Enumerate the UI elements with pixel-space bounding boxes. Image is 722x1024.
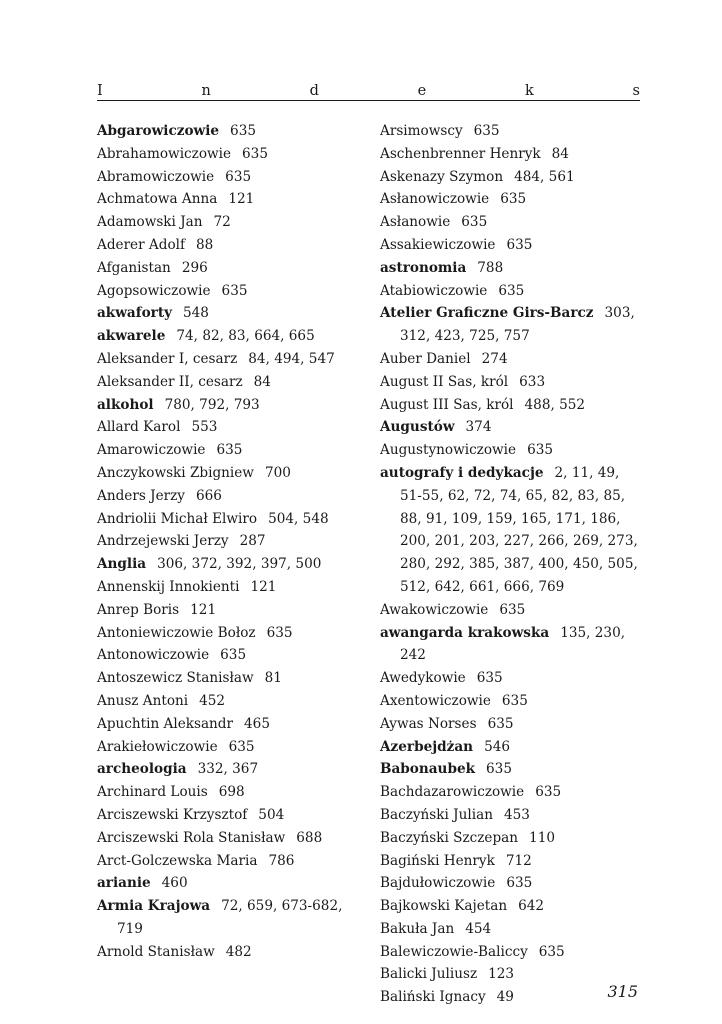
index-term: Aywas Norses	[380, 715, 477, 732]
index-term: Andriolii Michał Elwiro	[97, 510, 258, 527]
index-term: Antoszewicz Stanisław	[97, 670, 254, 687]
index-pages: 452	[199, 692, 226, 709]
index-pages: 635	[225, 168, 252, 185]
index-term: Anglia	[97, 556, 147, 573]
index-pages: 635	[506, 236, 533, 253]
index-entry	[97, 736, 365, 759]
index-entry	[97, 348, 365, 371]
index-pages: 454	[465, 920, 492, 937]
index-pages: 635	[220, 647, 247, 664]
index-term: Balicki Juliusz	[380, 966, 478, 983]
index-pages: 635	[500, 191, 527, 208]
page-number: 315	[607, 982, 638, 1001]
index-entry	[380, 234, 642, 257]
index-pages: 786	[268, 852, 295, 869]
index-entry	[380, 781, 642, 804]
index-entry	[380, 850, 642, 873]
index-pages: 548	[183, 305, 209, 322]
index-term: Arnold Stanisław	[97, 943, 215, 960]
header-letter: d	[309, 83, 319, 99]
index-entry	[97, 827, 365, 850]
index-entry	[97, 439, 365, 462]
index-entry	[97, 622, 365, 645]
index-entry	[97, 872, 365, 895]
index-entry	[380, 439, 642, 462]
index-entry	[380, 622, 642, 668]
index-entry	[97, 941, 365, 964]
index-term: Bachdazarowiczowie	[380, 784, 525, 801]
index-term: alkohol	[97, 396, 154, 413]
index-entry	[380, 188, 642, 211]
index-pages: 121	[250, 578, 277, 595]
index-pages: 700	[264, 464, 291, 481]
index-entry	[380, 394, 642, 417]
index-entry	[97, 667, 365, 690]
index-term: Balewiczowie-Baliccy	[380, 943, 528, 960]
index-entry	[97, 188, 365, 211]
index-term: Awakowiczowie	[380, 601, 489, 618]
index-term: Aderer Adolf	[97, 236, 186, 253]
index-pages: 635	[535, 784, 562, 801]
index-entry	[97, 576, 365, 599]
index-pages: 72, 659, 673-682, 719	[117, 898, 343, 937]
index-term: astronomia	[380, 259, 467, 276]
index-entry	[97, 416, 365, 439]
index-pages: 698	[218, 784, 245, 801]
index-entry	[97, 371, 365, 394]
index-term: Antoniewiczowie Bołoz	[97, 624, 256, 641]
index-entry	[97, 508, 365, 531]
index-term: Axentowiczowie	[380, 692, 491, 709]
index-header	[97, 80, 640, 101]
index-term: autografy i dedykacje	[380, 464, 544, 481]
index-term: Arciszewski Rola Stanisław	[97, 829, 286, 846]
index-term: Achmatowa Anna	[97, 191, 218, 208]
index-term: Awedykowie	[380, 670, 466, 687]
index-term: August III Sas, król	[380, 396, 514, 413]
index-term: arianie	[97, 875, 151, 892]
index-term: Arsimowscy	[380, 123, 463, 139]
index-term: Archinard Louis	[97, 784, 208, 801]
index-column-left	[97, 120, 365, 963]
index-entry	[97, 713, 365, 736]
index-term: Arct-Golczewska Maria	[97, 852, 258, 869]
index-entry	[380, 462, 642, 599]
index-entry	[97, 280, 365, 303]
index-entry	[380, 690, 642, 713]
index-pages: 635	[499, 601, 526, 618]
index-pages: 453	[503, 806, 530, 823]
index-pages: 49	[496, 989, 514, 1006]
index-pages: 635	[230, 123, 256, 139]
index-pages: 546	[484, 738, 511, 755]
index-pages: 504	[258, 806, 285, 823]
index-term: Adamowski Jan	[97, 214, 203, 231]
index-entry	[380, 120, 642, 143]
index-term: Anusz Antoni	[97, 692, 189, 709]
index-entry	[97, 485, 365, 508]
index-entry	[97, 644, 365, 667]
index-pages: 635	[476, 670, 503, 687]
index-entry	[97, 781, 365, 804]
index-pages: 712	[505, 852, 532, 869]
index-entry	[380, 804, 642, 827]
index-pages: 460	[161, 875, 188, 892]
index-term: Amarowiczowie	[97, 442, 206, 459]
index-term: Anrep Boris	[97, 601, 180, 618]
index-entry	[97, 462, 365, 485]
index-term: awangarda krakowska	[380, 624, 550, 641]
index-pages: 504, 548	[268, 510, 329, 527]
index-entry	[380, 599, 642, 622]
index-term: Armia Krajowa	[97, 898, 211, 915]
index-pages: 780, 792, 793	[164, 396, 260, 413]
index-entry	[380, 713, 642, 736]
index-entry	[380, 736, 642, 759]
index-term: Afganistan	[97, 259, 171, 276]
index-entry	[97, 302, 365, 325]
index-entry	[380, 416, 642, 439]
index-term: Babonaubek	[380, 761, 476, 778]
index-pages: 332, 367	[197, 761, 259, 778]
index-pages: 88	[196, 236, 214, 253]
index-pages: 635	[473, 123, 500, 139]
header-letter: k	[524, 83, 534, 99]
index-entry	[97, 394, 365, 417]
index-pages: 688	[296, 829, 323, 846]
index-pages: 121	[228, 191, 255, 208]
index-term: Anczykowski Zbigniew	[97, 464, 254, 481]
header-letter: e	[417, 83, 427, 99]
index-pages: 84	[551, 145, 569, 162]
index-column-right	[380, 120, 642, 1009]
index-entry	[380, 667, 642, 690]
index-entry	[380, 257, 642, 280]
index-entry	[97, 758, 365, 781]
index-term: archeologia	[97, 761, 187, 778]
index-entry	[380, 895, 642, 918]
index-pages: 635	[538, 943, 565, 960]
index-pages: 74, 82, 83, 664, 665	[176, 328, 315, 345]
index-term: Baczyński Julian	[380, 806, 493, 823]
index-entry	[97, 166, 365, 189]
index-term: Abrahamowiczowie	[97, 145, 232, 162]
index-entry	[97, 120, 365, 143]
header-letter: s	[632, 83, 640, 99]
index-pages: 666	[195, 487, 222, 504]
index-pages: 635	[498, 282, 525, 299]
index-pages: 642	[518, 898, 545, 915]
index-term: Antonowiczowie	[97, 647, 210, 664]
index-entry	[380, 143, 642, 166]
index-pages: 484, 561	[514, 168, 575, 185]
index-term: akwarele	[97, 328, 166, 345]
index-term: August II Sas, król	[380, 373, 509, 390]
index-term: Assakiewiczowie	[380, 236, 496, 253]
index-entry	[97, 325, 365, 348]
index-pages: 635	[487, 715, 514, 732]
index-pages: 635	[486, 761, 512, 778]
header-letter: n	[201, 83, 211, 99]
index-pages: 287	[239, 533, 266, 550]
index-entry	[380, 302, 642, 348]
index-entry	[97, 257, 365, 280]
index-entry	[380, 371, 642, 394]
index-term: Augustów	[380, 419, 455, 436]
index-pages: 72	[213, 214, 231, 231]
index-pages: 123	[488, 966, 515, 983]
index-term: Augustynowiczowie	[380, 442, 517, 459]
index-entry	[97, 211, 365, 234]
header-letter: I	[97, 83, 103, 99]
index-entry	[380, 348, 642, 371]
index-entry	[380, 941, 642, 964]
index-pages: 635	[527, 442, 554, 459]
index-pages: 84	[253, 373, 271, 390]
index-pages: 121	[190, 601, 217, 618]
index-term: Azerbejdżan	[380, 738, 474, 755]
index-entry	[380, 211, 642, 234]
index-term: Asłanowie	[380, 214, 451, 231]
index-term: Arakiełowiczowie	[97, 738, 218, 755]
index-term: Anders Jerzy	[97, 487, 185, 504]
index-term: Baliński Ignacy	[380, 989, 486, 1006]
index-entry	[97, 143, 365, 166]
index-entry	[97, 234, 365, 257]
index-entry	[97, 553, 365, 576]
index-term: Askenazy Szymon	[380, 168, 504, 185]
index-pages: 274	[481, 350, 508, 367]
index-pages: 635	[501, 692, 528, 709]
index-term: Aleksander II, cesarz	[97, 373, 243, 390]
index-entry	[380, 166, 642, 189]
index-term: Aleksander I, cesarz	[97, 350, 238, 367]
index-entry	[380, 986, 642, 1009]
index-pages: 84, 494, 547	[248, 350, 335, 367]
index-term: Atabiowiczowie	[380, 282, 488, 299]
index-pages: 633	[519, 373, 546, 390]
index-term: Bagiński Henryk	[380, 852, 495, 869]
index-pages: 635	[228, 738, 255, 755]
index-pages: 110	[529, 829, 555, 846]
index-pages: 465	[244, 715, 270, 732]
index-term: Agopsowiczowie	[97, 282, 211, 299]
index-entry	[97, 530, 365, 553]
index-entry	[380, 918, 642, 941]
index-term: Bajdułowiczowie	[380, 875, 496, 892]
index-entry	[380, 827, 642, 850]
index-term: Auber Daniel	[380, 350, 471, 367]
index-term: Apuchtin Aleksandr	[97, 715, 234, 732]
index-pages: 635	[242, 145, 268, 162]
index-pages: 635	[506, 875, 533, 892]
index-entry	[380, 963, 642, 986]
index-pages: 303, 312, 423, 725, 757	[400, 305, 635, 345]
index-term: Abramowiczowie	[97, 168, 215, 185]
index-term: Asłanowiczowie	[380, 191, 490, 208]
index-pages: 635	[266, 624, 293, 641]
index-term: Atelier Graficzne Girs-Barcz	[380, 305, 594, 322]
index-term: Bakuła Jan	[380, 920, 455, 937]
index-pages: 296	[181, 259, 208, 276]
index-term: Abgarowiczowie	[97, 123, 220, 139]
index-pages: 488, 552	[524, 396, 586, 413]
index-pages: 306, 372, 392, 397, 500	[157, 556, 322, 573]
index-pages: 374	[465, 419, 492, 436]
index-term: Arciszewski Krzysztof	[97, 806, 248, 823]
index-pages: 2, 11, 49, 51-55, 62, 72, 74, 65, 82, 83, 85, 88, 91, 109, 159, 165, 171, 186, 200, 201, 203, 227, 266, 269, 273, 280, 292, 385, 387, 400, 450, 505, 512, 642, 661, 666, 769	[400, 464, 638, 595]
index-entry	[380, 280, 642, 303]
index-pages: 635	[216, 442, 243, 459]
index-pages: 81	[264, 670, 282, 687]
index-entry	[97, 804, 365, 827]
index-pages: 135, 230, 242	[400, 624, 626, 664]
index-entry	[380, 758, 642, 781]
index-entry	[97, 690, 365, 713]
index-term: Bajkowski Kajetan	[380, 898, 508, 915]
index-term: Allard Karol	[97, 419, 181, 436]
index-entry	[97, 895, 365, 941]
index-term: akwaforty	[97, 305, 172, 322]
index-term: Annenskij Innokienti	[97, 578, 240, 595]
index-pages: 482	[225, 943, 252, 960]
index-pages: 553	[191, 419, 218, 436]
index-pages: 635	[221, 282, 248, 299]
index-entry	[97, 850, 365, 873]
index-term: Aschenbrenner Henryk	[380, 145, 541, 162]
index-term: Andrzejewski Jerzy	[97, 533, 229, 550]
index-pages: 635	[461, 214, 488, 231]
index-entry	[97, 599, 365, 622]
index-term: Baczyński Szczepan	[380, 829, 519, 846]
index-pages: 788	[477, 259, 504, 276]
index-entry	[380, 872, 642, 895]
